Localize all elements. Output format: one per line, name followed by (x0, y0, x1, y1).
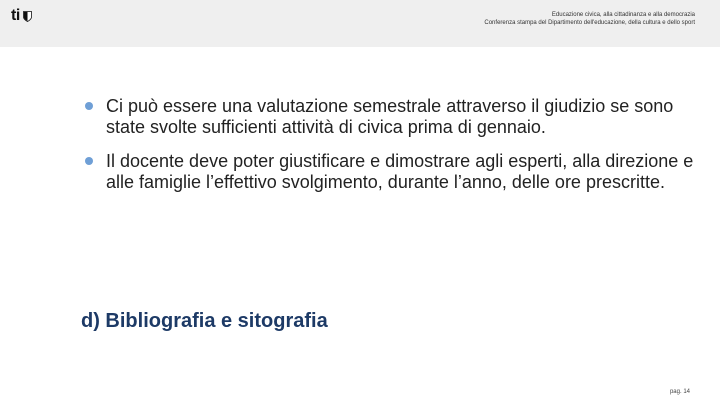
bullet-text: Il docente deve poter giustificare e dimostrare agli esperti, alla direzione e alle famiglie l’effettivo svolgimento, durante l’anno, delle ore prescritte. (106, 151, 694, 192)
header-subtitle: Conferenza stampa del Dipartimento dell'educazione, della cultura e dello sport (484, 20, 695, 26)
bullet-list (85, 96, 700, 206)
header-title: Educazione civica, alla cittadinanza e alla democrazia (551, 12, 695, 18)
canton-ticino-shield-icon (23, 11, 32, 22)
bullet-text: Ci può essere una valutazione semestrale attraverso il giudizio se sono state svolte sufficienti attività di civica prima di gennaio. (106, 96, 674, 137)
list-item (85, 96, 700, 138)
header-caption (484, 11, 695, 27)
bullet-icon (85, 102, 93, 110)
list-item (85, 151, 700, 193)
bullet-icon (85, 157, 93, 165)
slide-header (0, 0, 720, 47)
page-number: pag. 14 (669, 389, 690, 395)
ticino-logo (11, 9, 32, 23)
logo-text: ti (11, 7, 20, 24)
section-heading: d) Bibliografia e sitografia (81, 310, 328, 332)
